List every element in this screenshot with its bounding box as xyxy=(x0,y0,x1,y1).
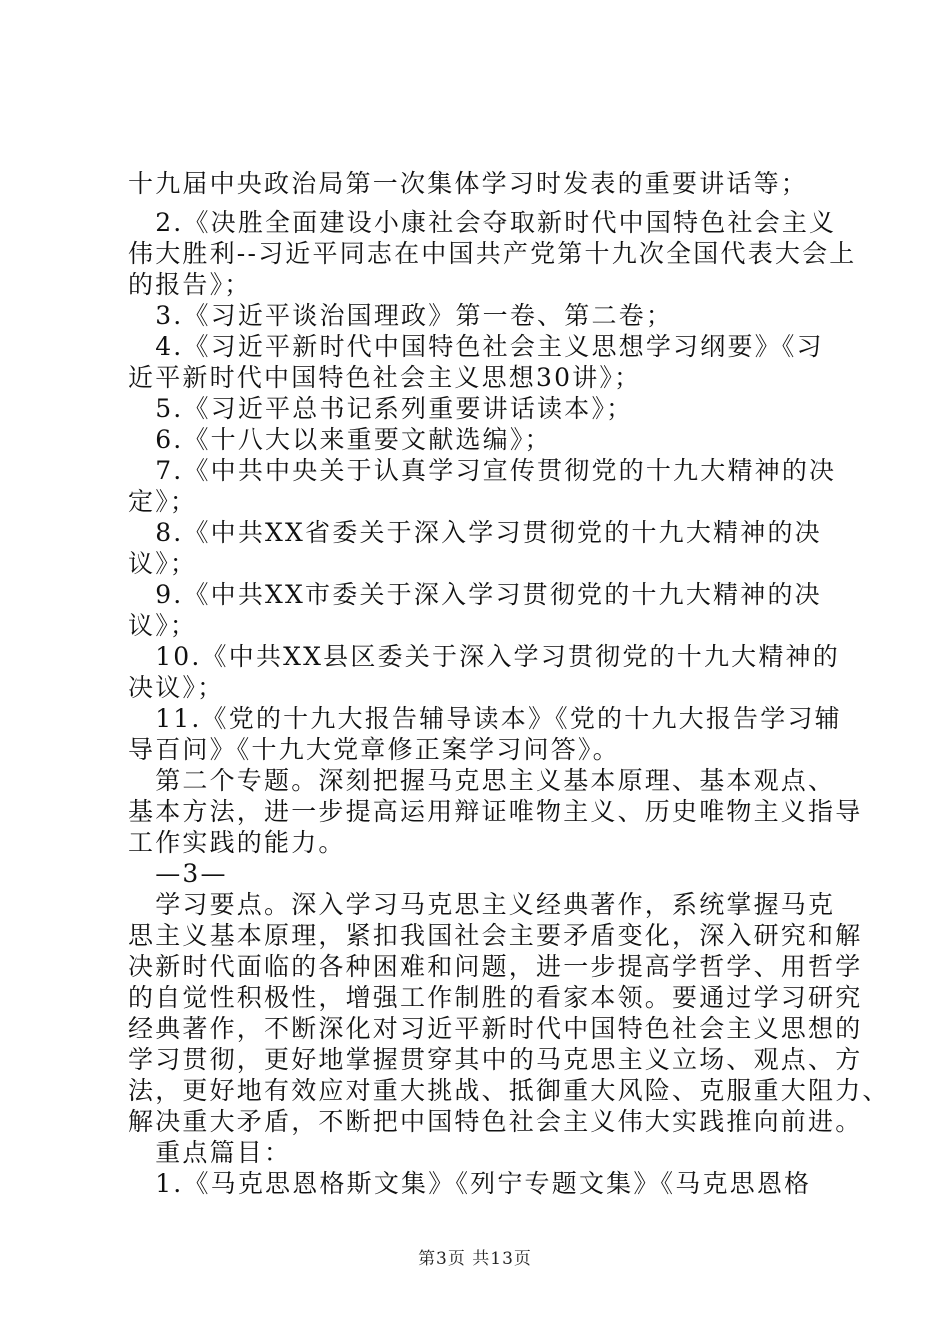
text-line: 7.《中共中央关于认真学习宣传贯彻党的十九大精神的决 xyxy=(128,456,837,485)
text-line: 的报告》； xyxy=(128,270,252,299)
text-line: 5.《习近平总书记系列重要讲话读本》； xyxy=(128,394,634,423)
text-line: 基本方法，进一步提高运用辩证唯物主义、历史唯物主义指导 xyxy=(128,797,863,826)
text-line: 8.《中共XX省委关于深入学习贯彻党的十九大精神的决 xyxy=(128,518,822,547)
text-line: 伟大胜利--习近平同志在中国共产党第十九次全国代表大会上 xyxy=(128,239,857,268)
text-line: 决新时代面临的各种困难和问题，进一步提高学哲学、用哲学 xyxy=(128,952,863,981)
text-line: 十九届中央政治局第一次集体学习时发表的重要讲话等； xyxy=(128,169,809,198)
text-line: 11.《党的十九大报告辅导读本》《党的十九大报告学习辅 xyxy=(128,704,842,733)
text-line: 工作实践的能力。 xyxy=(128,828,346,857)
text-line: 学习贯彻，更好地掌握贯穿其中的马克思主义立场、观点、方 xyxy=(128,1045,863,1074)
text-line: 2.《决胜全面建设小康社会夺取新时代中国特色社会主义 xyxy=(128,208,837,237)
text-line: 议》； xyxy=(128,549,198,578)
page-footer: 第3页 共13页 xyxy=(418,1249,532,1269)
text-line: 4.《习近平新时代中国特色社会主义思想学习纲要》《习 xyxy=(128,332,824,361)
text-line: 议》； xyxy=(128,611,198,640)
text-line: 思主义基本原理，紧扣我国社会主要矛盾变化，深入研究和解 xyxy=(128,921,863,950)
text-line: 重点篇目： xyxy=(128,1138,292,1167)
text-line: 经典著作，不断深化对习近平新时代中国特色社会主义思想的 xyxy=(128,1014,863,1043)
text-line: 解决重大矛盾，不断把中国特色社会主义伟大实践推向前进。 xyxy=(128,1107,863,1136)
text-line: 法，更好地有效应对重大挑战、抵御重大风险、克服重大阻力、 xyxy=(128,1076,890,1105)
text-line: 导百问》《十九大党章修正案学习问答》。 xyxy=(128,735,620,764)
text-line: 近平新时代中国特色社会主义思想30讲》； xyxy=(128,363,642,392)
text-line: 学习要点。深入学习马克思主义经典著作，系统掌握马克 xyxy=(128,890,836,919)
text-line: 定》； xyxy=(128,487,198,516)
text-line: 第二个专题。深刻把握马克思主义基本原理、基本观点、 xyxy=(128,766,836,795)
text-line: 决议》； xyxy=(128,673,225,702)
text-line: 9.《中共XX市委关于深入学习贯彻党的十九大精神的决 xyxy=(128,580,822,609)
text-line: 1.《马克思恩格斯文集》《列宁专题文集》《马克思恩格 xyxy=(128,1169,812,1198)
text-line: 10.《中共XX县区委关于深入学习贯彻党的十九大精神的 xyxy=(128,642,840,671)
text-line: 6.《十八大以来重要文献选编》； xyxy=(128,425,552,454)
page-marker: —3— xyxy=(128,859,228,888)
text-line: 3.《习近平谈治国理政》第一卷、第二卷； xyxy=(128,301,674,330)
text-line: 的自觉性积极性，增强工作制胜的看家本领。要通过学习研究 xyxy=(128,983,863,1012)
